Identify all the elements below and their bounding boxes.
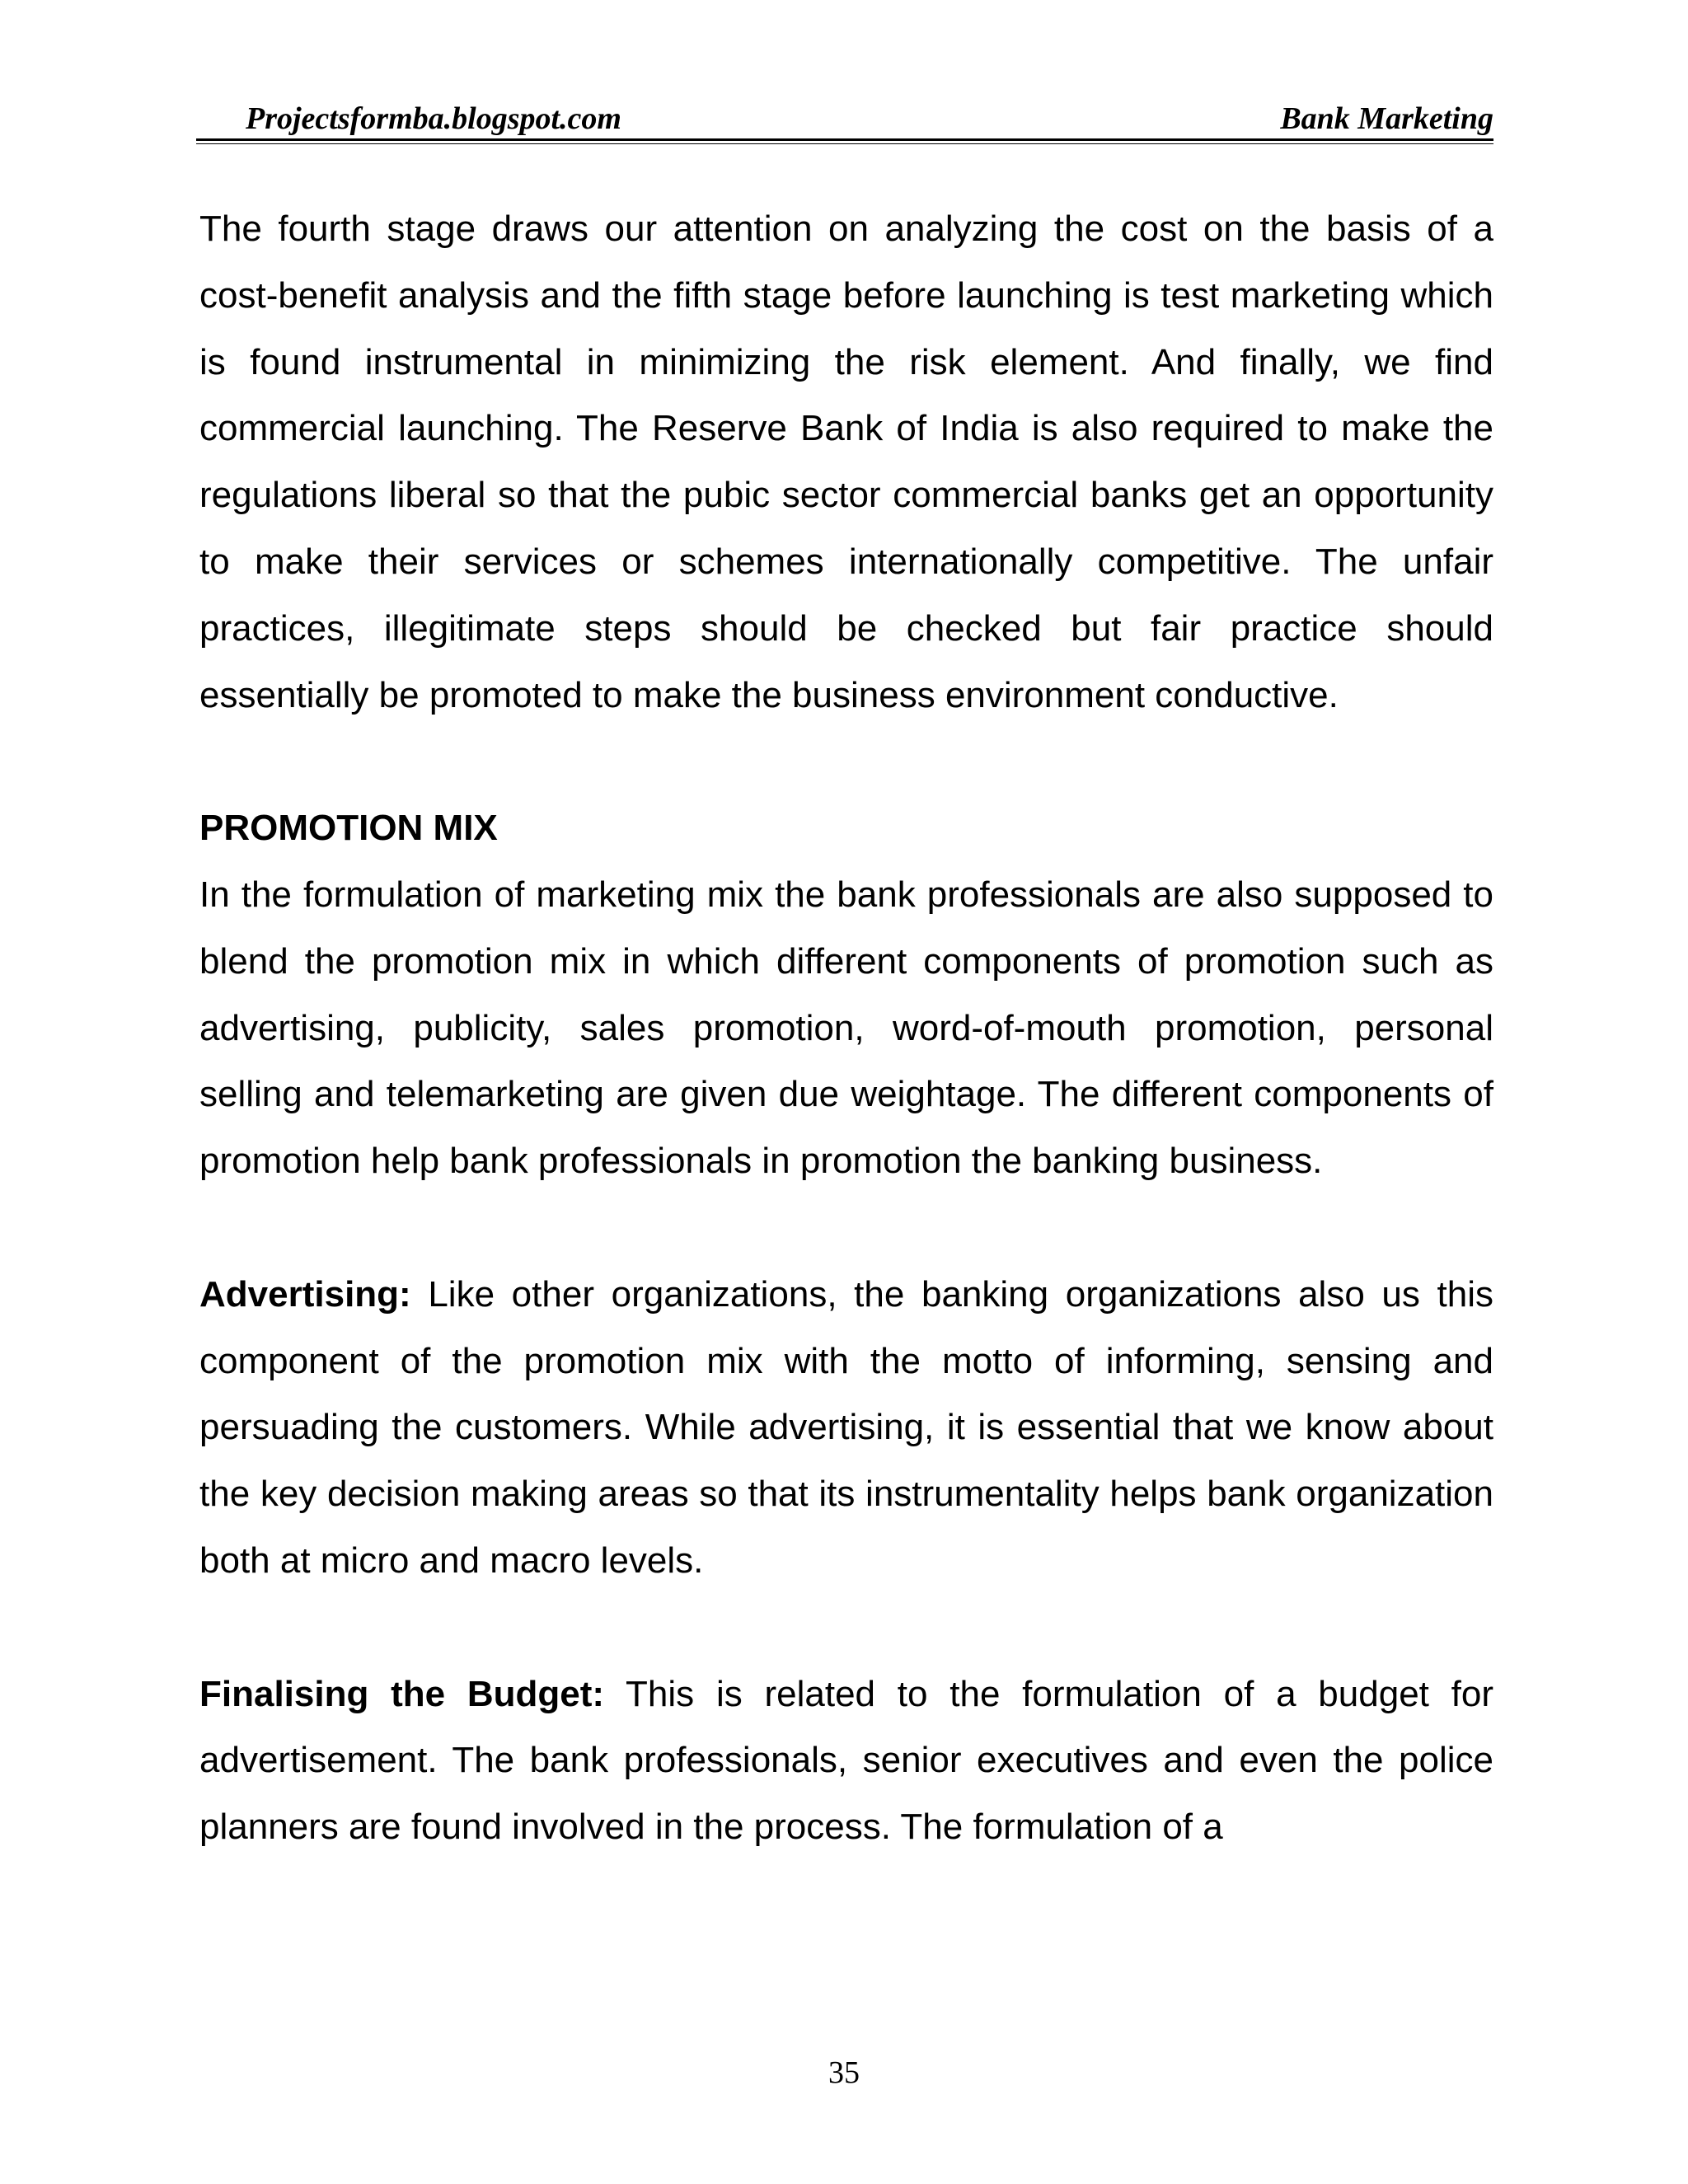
header-title: Bank Marketing <box>1280 101 1493 136</box>
budget-label: Finalising the Budget: <box>199 1673 605 1714</box>
paragraph-advertising <box>199 1262 1493 1595</box>
header-rule-thin <box>196 143 1493 144</box>
page-number: 35 <box>828 2055 860 2090</box>
page-body <box>199 196 1493 1861</box>
budget-text: This is related to the formulation of a budget for advertisement. The bank professionals, senior executives and even the police planners are found involved in the process. The formulation of a <box>199 1673 1494 1848</box>
paragraph-stages: The fourth stage draws our attention on analyzing the cost on the basis of a cost-benefit analysis and the fifth stage before launching is test marketing which is found instrumental in minimizing the risk element. And finally, we find commercial launching. The Reserve Bank of India is also required to make the regulations liberal so that the pubic sector commercial banks get an opportunity to make their services or schemes internationally competitive. The unfair practices, illegitimate steps should be checked but fair practice should essentially be promoted to make the business environment conductive. <box>199 209 1493 715</box>
paragraph-budget <box>199 1661 1493 1861</box>
advertising-text: Like other organizations, the banking organizations also us this component of the promotion mix with the motto of informing, sensing and persuading the customers. While advertising, it is essential that we know about the key decision making areas so that its instrumentality helps bank organization both at micro and macro levels. <box>199 1273 1493 1581</box>
header-rule-thick <box>196 138 1493 141</box>
header-site: Projectsformba.blogspot.com <box>246 101 621 136</box>
advertising-label: Advertising: <box>199 1273 411 1315</box>
section-heading-promotion-mix: PROMOTION MIX <box>199 808 498 849</box>
paragraph-promotion-mix: In the formulation of marketing mix the bank professionals are also supposed to blend the promotion mix in which different components of promotion such as advertising, publicity, sales promotion, word-of-mouth promotion, personal selling and telemarketing are given due weightage. The different components of promotion help bank professionals in promotion the banking business. <box>199 874 1493 1182</box>
paragraph-gap <box>199 1595 1493 1661</box>
paragraph-gap <box>199 729 1493 795</box>
paragraph-gap <box>199 1195 1493 1262</box>
page-header <box>196 97 1493 140</box>
